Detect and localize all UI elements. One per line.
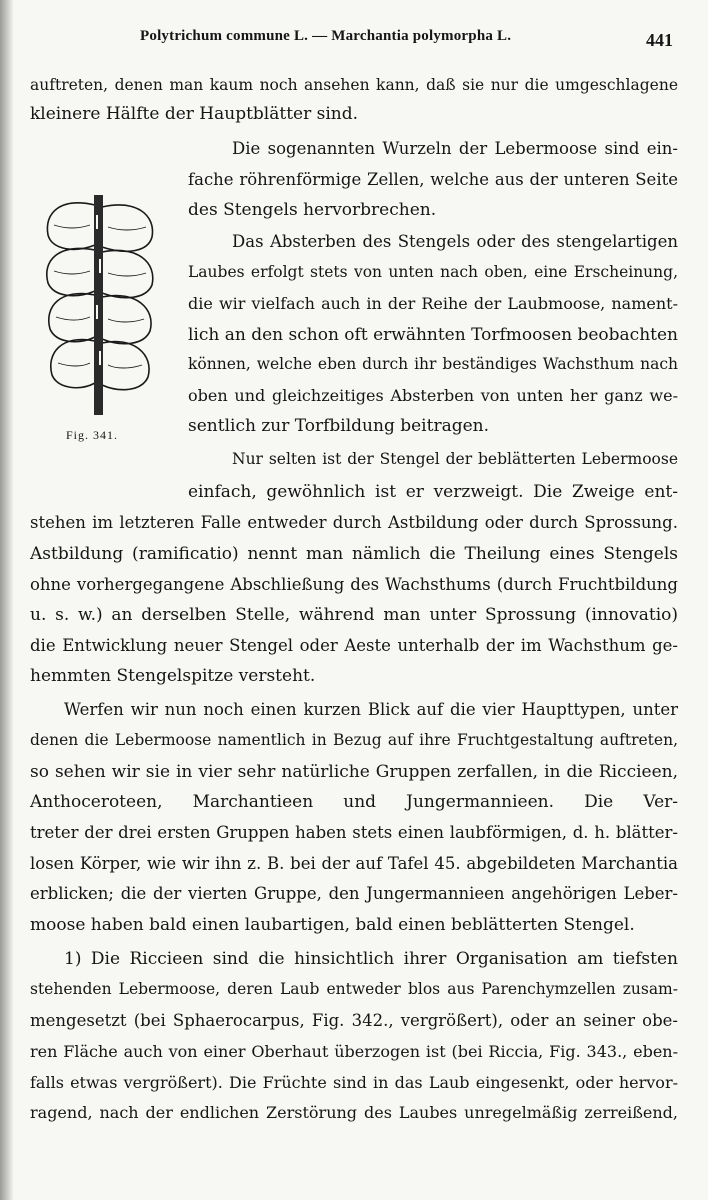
text-line: auftreten, denen man kaum noch ansehen kann, daß sie nur die umgeschlagene — [30, 76, 678, 94]
text-line: kleinere Hälfte der Hauptblätter sind. — [30, 104, 359, 124]
liverwort-stem-drawing — [40, 195, 160, 415]
text-line: Anthoceroteen, Marchantieen und Jungermannieen. Die Ver- — [30, 792, 678, 812]
text-line: Das Absterben des Stengels oder des stengelartigen — [232, 232, 678, 251]
text-line: ren Fläche auch von einer Oberhaut überzogen ist (bei Riccia, Fig. 343., eben- — [30, 1042, 678, 1061]
text-line: so sehen wir sie in vier sehr natürliche Gruppen zerfallen, in die Riccieen, — [30, 762, 678, 782]
text-line: treter der drei ersten Gruppen haben stets einen laubförmigen, d. h. blätter- — [30, 823, 678, 842]
text-line: Laubes erfolgt stets von unten nach oben, eine Erscheinung, — [188, 263, 678, 281]
text-line: des Stengels hervorbrechen. — [188, 200, 437, 220]
text-line: einfach, gewöhnlich ist er verzweigt. Die Zweige ent- — [188, 482, 678, 502]
text-line: fache röhrenförmige Zellen, welche aus der unteren Seite — [188, 170, 678, 189]
text-line: erblicken; die der vierten Gruppe, den Jungermannieen angehörigen Leber- — [30, 884, 678, 903]
text-line: stehenden Lebermoose, deren Laub entweder blos aus Parenchymzellen zusam- — [30, 980, 678, 998]
text-line: können, welche eben durch ihr beständiges Wachsthum nach — [188, 355, 678, 373]
text-line: u. s. w.) an derselben Stelle, während man unter Sprossung (innovatio) — [30, 605, 678, 625]
figure-caption: Fig. 341. — [66, 428, 119, 442]
text-line: die wir vielfach auch in der Reihe der Laubmoose, nament- — [188, 294, 678, 313]
text-line: hemmten Stengelspitze versteht. — [30, 666, 316, 686]
text-line: losen Körper, wie wir ihn z. B. bei der auf Tafel 45. abgebildeten Marchantia — [30, 854, 678, 873]
text-line: Astbildung (ramificatio) nennt man nämlich die Theilung eines Stengels — [30, 544, 678, 564]
text-line: denen die Lebermoose namentlich in Bezug auf ihre Fruchtgestaltung auftreten, — [30, 731, 678, 749]
text-line: sentlich zur Torfbildung beitragen. — [188, 416, 490, 436]
text-line: Die sogenannten Wurzeln der Lebermoose sind ein- — [232, 139, 678, 158]
figure-341-illustration — [40, 195, 160, 415]
running-title: Polytrichum commune L. — Marchantia polymorpha L. — [140, 28, 512, 44]
text-line: ohne vorhergegangene Abschließung des Wachsthums (durch Fruchtbildung — [30, 575, 678, 594]
text-line: moose haben bald einen laubartigen, bald einen beblätterten Stengel. — [30, 915, 635, 935]
text-line: ragend, nach der endlichen Zerstörung des Laubes unregelmäßig zerreißend, — [30, 1103, 678, 1122]
text-line: 1) Die Riccieen sind die hinsichtlich ihrer Organisation am tiefsten — [64, 949, 678, 969]
text-line: falls etwas vergrößert). Die Früchte sind in das Laub eingesenkt, oder hervor- — [30, 1073, 678, 1092]
text-line: stehen im letzteren Falle entweder durch Astbildung oder durch Sprossung. — [30, 513, 678, 532]
text-line: die Entwicklung neuer Stengel oder Aeste unterhalb der im Wachsthum ge- — [30, 636, 678, 655]
text-line: Werfen wir nun noch einen kurzen Blick auf die vier Haupttypen, unter — [64, 700, 678, 719]
text-line: oben und gleichzeitiges Absterben von unten her ganz we- — [188, 386, 678, 405]
text-line: Nur selten ist der Stengel der beblätterten Lebermoose — [232, 450, 678, 468]
text-line: lich an den schon oft erwähnten Torfmoosen beobachten — [188, 325, 678, 345]
page-number: 441 — [646, 30, 673, 50]
page-header — [0, 28, 708, 58]
page-edge-shadow — [0, 0, 14, 1200]
text-line: mengesetzt (bei Sphaerocarpus, Fig. 342., vergrößert), oder an seiner obe- — [30, 1011, 678, 1030]
